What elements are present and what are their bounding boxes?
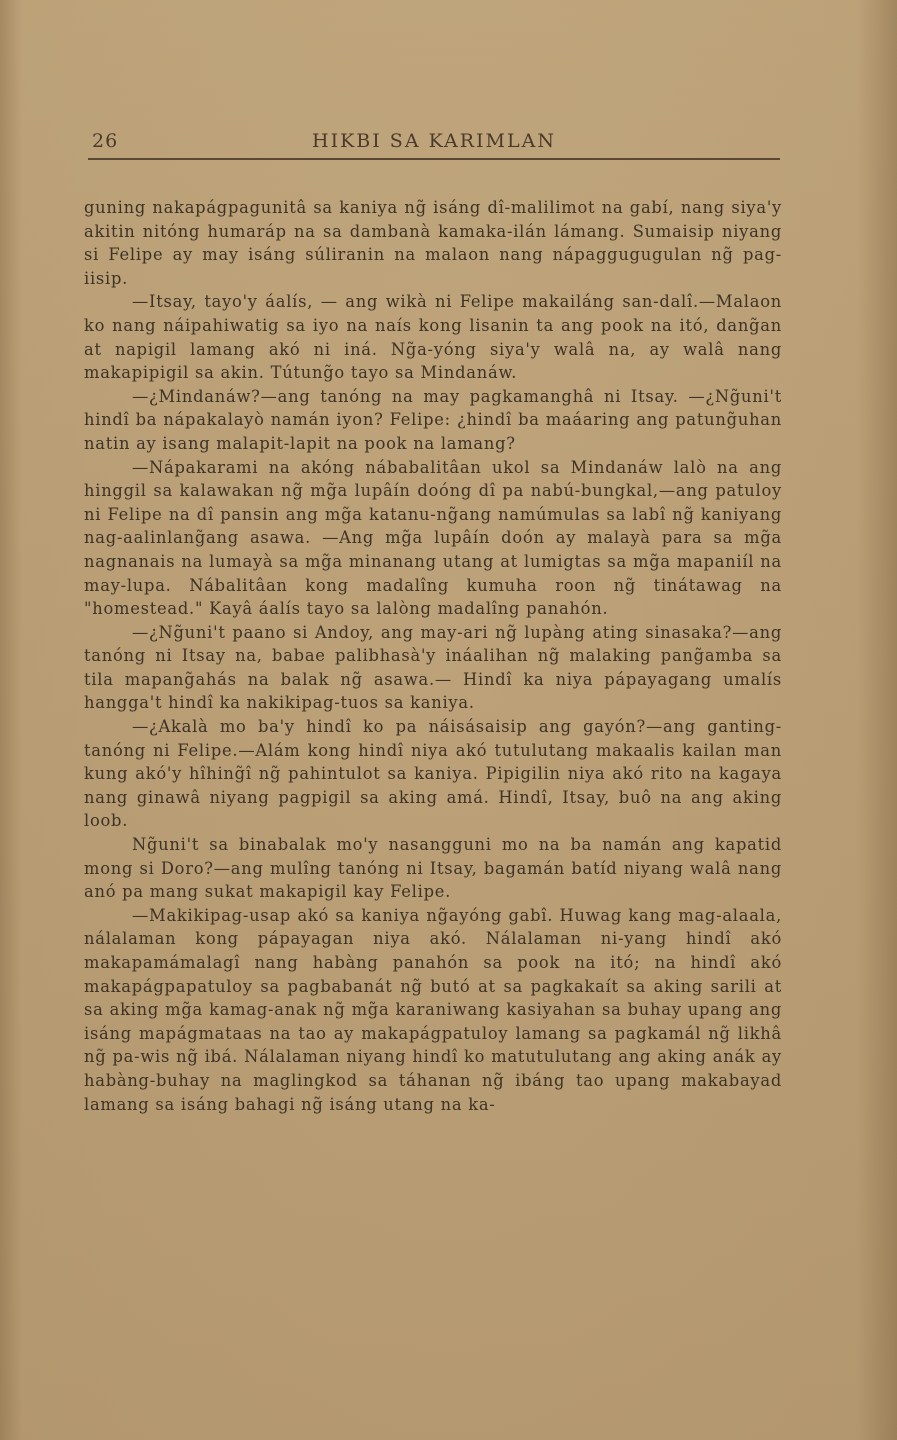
body-text bbox=[84, 196, 782, 1116]
paragraph: —¿Ng̃uni't paano si Andoy, ang may-ari ng̃ lupàng ating sinasaka?—ang tanóng ni Itsay na, babae palibhasà'y ináalihan ng̃ malaking pang̃amba sa tila mapang̃ahás na balak ng̃ asawa.— Hindî ka niya pápayagang umalís hangga't hindî ka nakikipag-tuos sa kaniya. bbox=[84, 622, 782, 713]
page-edge-shadow-right bbox=[857, 0, 897, 1440]
paragraph: —Nápakarami na akóng nábabalitâan ukol sa Mindanáw lalò na ang hinggil sa kalawakan ng̃ mg̃a lupâín doóng dî pa nabú-bungkal,—ang patuloy ni Felipe na dî pansin ang mg̃a katanu-ng̃ang namúmulas sa labî ng̃ kaniyang nag-aalinlang̃ang asawa. —Ang mg̃a lupâín doón ay malayà para sa mg̃a nagnanais na lumayà sa mg̃a minanang utang at lumigtas sa mg̃a mapaniíl na may-lupa. Nábalitâan kong madalîng kumuha roon ng̃ tinátawag na "homestead." Kayâ áalís tayo sa lalòng madalîng panahón. bbox=[84, 457, 782, 619]
paragraph: —Makikipag-usap akó sa kaniya ng̃ayóng gabî. Huwag kang mag-alaala, nálalaman kong pápayagan niya akó. Nálalaman ni-yang hindî akó makapamámalagî nang habàng panahón sa pook na itó; na hindî akó makapágpapatuloy sa pagbabanát ng̃ butó at sa pagkakaít sa aking sarili at sa aking mg̃a kamag-anak ng̃ mg̃a karaniwang kasiyahan sa buhay upang ang isáng mapágmataas na tao ay makapágpatuloy lamang sa pagkamál ng̃ likhâ ng̃ pa-wis ng̃ ibá. Nálalaman niyang hindî ko matutulutang ang aking anák ay habàng-buhay na maglingkod sa táhanan ng̃ ibáng tao upang makabayad lamang sa isáng bahagi ng̃ isáng utang na ka- bbox=[84, 905, 782, 1114]
paragraph: —Itsay, tayo'y áalís, — ang wikà ni Felipe makailáng san-dalî.—Malaon ko nang náipahiwatig sa iyo na naís kong lisanin ta ang pook na itó, dang̃an at napigil lamang akó ni iná. Ng̃a-yóng siya'y walâ na, ay walâ nang makapipigil sa akin. Tútung̃o tayo sa Mindanáw. bbox=[84, 292, 782, 383]
running-head: HIKBI SA KARIMLAN bbox=[312, 130, 556, 152]
page-number: 26 bbox=[92, 130, 119, 152]
page-header bbox=[88, 126, 780, 166]
header-rule bbox=[88, 158, 780, 160]
paragraph: —¿Mindanáw?—ang tanóng na may pagkamanghâ ni Itsay. —¿Ng̃uni't hindî ba nápakalayò namán iyon? Felipe: ¿hindî ba maáaring ang patung̃uhan natin ay isang malapit-lapit na pook na lamang? bbox=[84, 386, 782, 453]
page-edge-shadow-left bbox=[0, 0, 22, 1440]
paragraph: guning nakapágpagunitâ sa kaniya ng̃ isáng dî-malilimot na gabí, nang siya'y akitin nitóng humaráp na sa dambanà kamaka-ilán lámang. Sumaisip niyang si Felipe ay may isáng súliranin na malaon nang nápaggugugulan ng̃ pag-iisip. bbox=[84, 198, 782, 288]
paragraph: —¿Akalà mo ba'y hindî ko pa náisásaisip ang gayón?—ang ganting-tanóng ni Felipe.—Alám kong hindî niya akó tutulutang makaalis kailan man kung akó'y hîhing̃î ng̃ pahintulot sa kaniya. Pipigilin niya akó rito na kagaya nang ginawâ niyang pagpigil sa aking amá. Hindî, Itsay, buô na ang aking loob. bbox=[84, 717, 782, 831]
paragraph: Ng̃uni't sa binabalak mo'y nasangguni mo na ba namán ang kapatid mong si Doro?—ang mulîng tanóng ni Itsay, bagamán batíd niyang walâ nang anó pa mang sukat makapigil kay Felipe. bbox=[84, 835, 782, 902]
